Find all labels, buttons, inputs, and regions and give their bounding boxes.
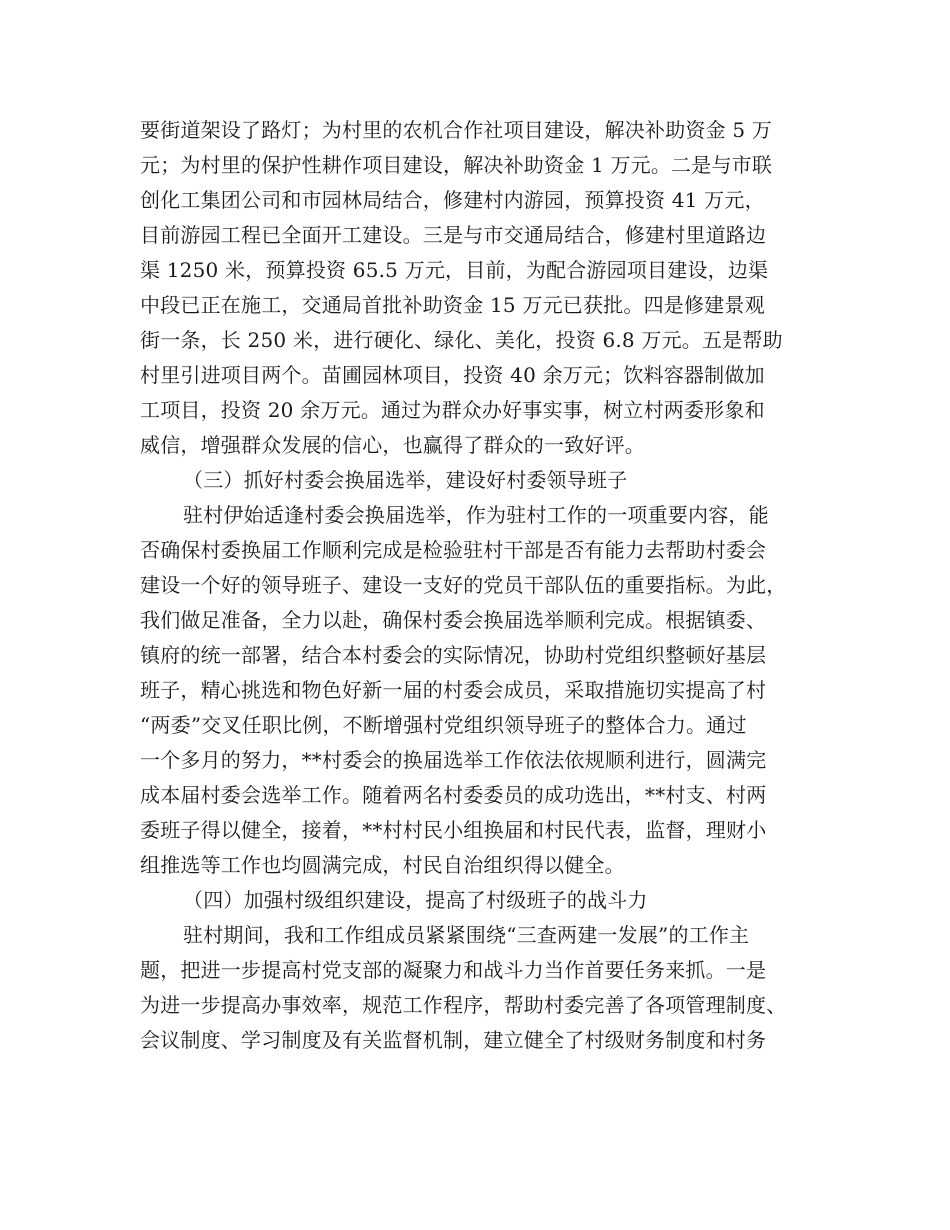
body-text-line: 渠 1250 米，预算投资 65.5 万元，目前，为配合游园项目建设，边渠 (140, 258, 769, 282)
section-heading: （四）加强村级组织建设，提高了村级班子的战斗力 (183, 888, 648, 912)
body-text-line: 我们做足准备，全力以赴，确保村委会换届选举顺利完成。根据镇委、 (140, 608, 767, 632)
body-text-line: 威信，增强群众发展的信心，也赢得了群众的一致好评。 (140, 433, 645, 457)
body-text-line: 中段已正在施工，交通局首批补助资金 15 万元已获批。四是修建景观 (140, 293, 765, 317)
body-text-line: 要街道架设了路灯；为村里的农机合作社项目建设，解决补助资金 5 万 (140, 118, 773, 142)
body-text-line: 组推选等工作也均圆满完成，村民自治组织得以健全。 (140, 853, 625, 877)
body-text-line: 驻村期间，我和工作组成员紧紧围绕“三查两建一发展”的工作主 (183, 923, 750, 947)
body-text-line: 镇府的统一部署，结合本村委会的实际情况，协助村党组织整顿好基层 (140, 643, 767, 667)
body-text-line: 为进一步提高办事效率，规范工作程序，帮助村委完善了各项管理制度、 (140, 993, 787, 1017)
body-text-line: 题，把进一步提高村党支部的凝聚力和战斗力当作首要任务来抓。一是 (140, 958, 767, 982)
body-text-line: 班子，精心挑选和物色好新一届的村委会成员，采取措施切实提高了村 (140, 678, 767, 702)
body-text-line: “两委”交叉任职比例，不断增强村党组织领导班子的整体合力。通过 (140, 713, 747, 737)
body-text-line: 建设一个好的领导班子、建设一支好的党员干部队伍的重要指标。为此， (140, 573, 787, 597)
body-text-line: 驻村伊始适逢村委会换届选举，作为驻村工作的一项重要内容，能 (183, 503, 769, 527)
body-text-line: 否确保村委换届工作顺利完成是检验驻村干部是否有能力去帮助村委会 (140, 538, 767, 562)
body-text-line: 元；为村里的保护性耕作项目建设，解决补助资金 1 万元。二是与市联 (140, 153, 773, 177)
body-text-line: 创化工集团公司和市园林局结合，修建村内游园，预算投资 41 万元， (140, 188, 765, 212)
body-text-line: 委班子得以健全，接着，**村村民小组换届和村民代表，监督，理财小 (140, 818, 767, 842)
body-text-line: 一个多月的努力，**村委会的换届选举工作依法依规顺利进行，圆满完 (140, 748, 767, 772)
body-text-line: 工项目，投资 20 余万元。通过为群众办好事实事，树立村两委形象和 (140, 398, 765, 422)
body-text-line: 会议制度、学习制度及有关监督机制，建立健全了村级财务制度和村务 (140, 1028, 767, 1052)
body-text-line: 目前游园工程已全面开工建设。三是与市交通局结合，修建村里道路边 (140, 223, 767, 247)
body-text-line: 村里引进项目两个。苗圃园林项目，投资 40 余万元；饮料容器制做加 (140, 363, 765, 387)
section-heading: （三）抓好村委会换届选举，建设好村委领导班子 (183, 468, 628, 492)
body-text-line: 街一条，长 250 米，进行硬化、绿化、美化，投资 6.8 万元。五是帮助 (140, 328, 783, 352)
body-text-line: 成本届村委会选举工作。随着两名村委委员的成功选出，**村支、村两 (140, 783, 767, 807)
